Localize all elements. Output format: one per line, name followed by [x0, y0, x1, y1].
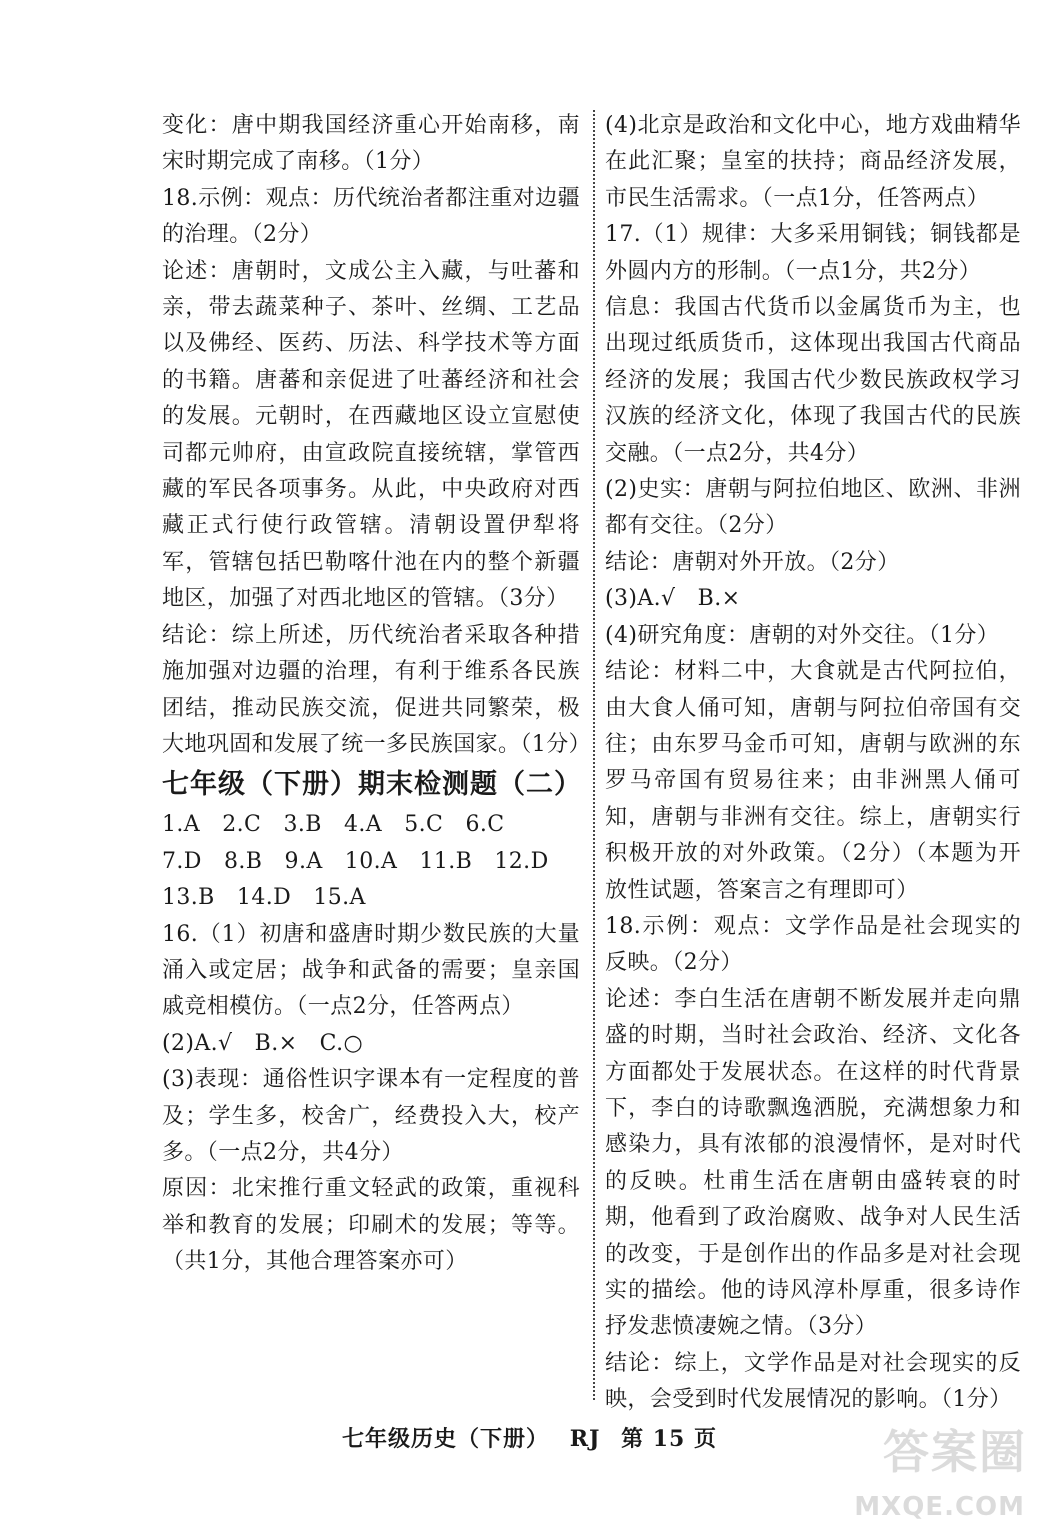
- q18-conclusion: 结论：综上所述，历代统治者采取各种措施加强对边疆的治理，有利于维系各民族团结，推动民族交流，促进共同繁荣，极大地巩固和发展了统一多民族国家。（1分）: [162, 622, 591, 757]
- q17-part-1: 17.（1）规律：大多采用铜钱；铜钱都是外圆内方的形制。（一点1分，共2分）: [605, 222, 1021, 284]
- q17-part-3: (3)A.√ B.×: [605, 586, 741, 612]
- q18-conclusion-right: 结论：综上，文学作品是对社会现实的反映，会受到时代发展情况的影响。（1分）: [605, 1350, 1021, 1413]
- q17-part-2-conclusion: 结论：唐朝对外开放。（2分）: [605, 549, 900, 575]
- q16-part-3-reason: 原因：北宋推行重文轻武的政策，重视科举和教育的发展；印刷术的发展；等等。（共1分，其他合理答案亦可）: [162, 1176, 580, 1275]
- q17-part-4: (4)研究角度：唐朝的对外交往。（1分）: [605, 622, 1000, 648]
- section-title: 七年级（下册）期末检测题（二）: [162, 769, 582, 801]
- q18-argument-right: 论述：李白生活在唐朝不断发展并走向鼎盛的时期，当时社会政治、经济、文化各方面都处于发展状态。在这样的时代背景下，李白的诗歌飘逸洒脱，充满想象力和感染力，具有浓郁的浪漫情怀，是对时代的反映。杜甫生活在唐朝由盛转衰的时期，他看到了政治腐败、战争对人民生活的改变，于是创作出的作品多是对社会现实的描绘。他的诗风淳朴厚重，很多诗作抒发悲愤凄婉之情。（3分）: [605, 986, 1021, 1340]
- footer-page-number: 第 15 页: [621, 1426, 717, 1452]
- footer-book: 七年级历史（下册）: [342, 1426, 550, 1452]
- footer-edition: RJ: [569, 1426, 601, 1452]
- q17-part-1-info: 信息：我国古代货币以金属货币为主，也出现过纸质货币，这体现出我国古代商品经济的发展；我国古代少数民族政权学习汉族的经济文化，体现了我国古代的民族交融。（一点2分，共4分）: [605, 295, 1021, 466]
- left-column: [162, 108, 591, 1281]
- answers-row-3: 13.B 14.D 15.A: [162, 885, 366, 911]
- q18-view-right: 18.示例：观点：文学作品是社会现实的反映。（2分）: [605, 913, 1021, 976]
- q16-part-3: (3)表现：通俗性识字课本有一定程度的普及；学生多，校舍广，经费投入大，校产多。（一点2分，共4分）: [162, 1067, 580, 1165]
- answers-row-2: 7.D 8.B 9.A 10.A 11.B 12.D: [162, 848, 549, 874]
- watermark-logo: [854, 1416, 1031, 1526]
- paragraph-change: 变化：唐中期我国经济重心开始南移，南宋时期完成了南移。（1分）: [162, 113, 580, 175]
- q16-part-4: (4)北京是政治和文化中心，地方戏曲精华在此汇聚；皇室的扶持；商品经济发展，市民生活需求。（一点1分，任答两点）: [605, 113, 1021, 211]
- q17-part-2: (2)史实：唐朝与阿拉伯地区、欧洲、非洲都有交往。（2分）: [605, 477, 1021, 539]
- right-column: [605, 108, 1021, 1419]
- q16-part-1: 16.（1）初唐和盛唐时期少数民族的大量涌入或定居；战争和武备的需要；皇亲国戚竞相模仿。（一点2分，任答两点）: [162, 921, 580, 1020]
- q16-part-2: (2)A.√ B.× C.○: [162, 1030, 364, 1056]
- answers-row-1: 1.A 2.C 3.B 4.A 5.C 6.C: [162, 812, 505, 838]
- q18-view: 18.示例：观点：历代统治者都注重对边疆的治理。（2分）: [162, 185, 580, 248]
- q18-argument: 论述：唐朝时，文成公主入藏，与吐蕃和亲，带去蔬菜种子、茶叶、丝绸、工艺品以及佛经、医药、历法、科学技术等方面的书籍。唐蕃和亲促进了吐蕃经济和社会的发展。元朝时，在西藏地区设立宣慰使司都元帅府，由宣政院直接统辖，掌管西藏的军民各项事务。从此，中央政府对西藏正式行使行政管辖。清朝设置伊犁将军，管辖包括巴勒喀什池在内的整个新疆地区，加强了对西北地区的管辖。（3分）: [162, 258, 580, 612]
- watermark-logo-text: 答案圈: [883, 1425, 1027, 1479]
- column-divider: [593, 110, 595, 1400]
- q17-part-4-conclusion: 结论：材料二中，大食就是古代阿拉伯，由大食人俑可知，唐朝与阿拉伯帝国有交往；由东罗马金币可知，唐朝与欧洲的东罗马帝国有贸易往来；由非洲黑人俑可知，唐朝与非洲有交往。综上，唐朝实行积极开放的对外政策。（2分）（本题为开放性试题，答案言之有理即可）: [605, 659, 1021, 903]
- watermark-site: MXQE.COM: [854, 1492, 1025, 1522]
